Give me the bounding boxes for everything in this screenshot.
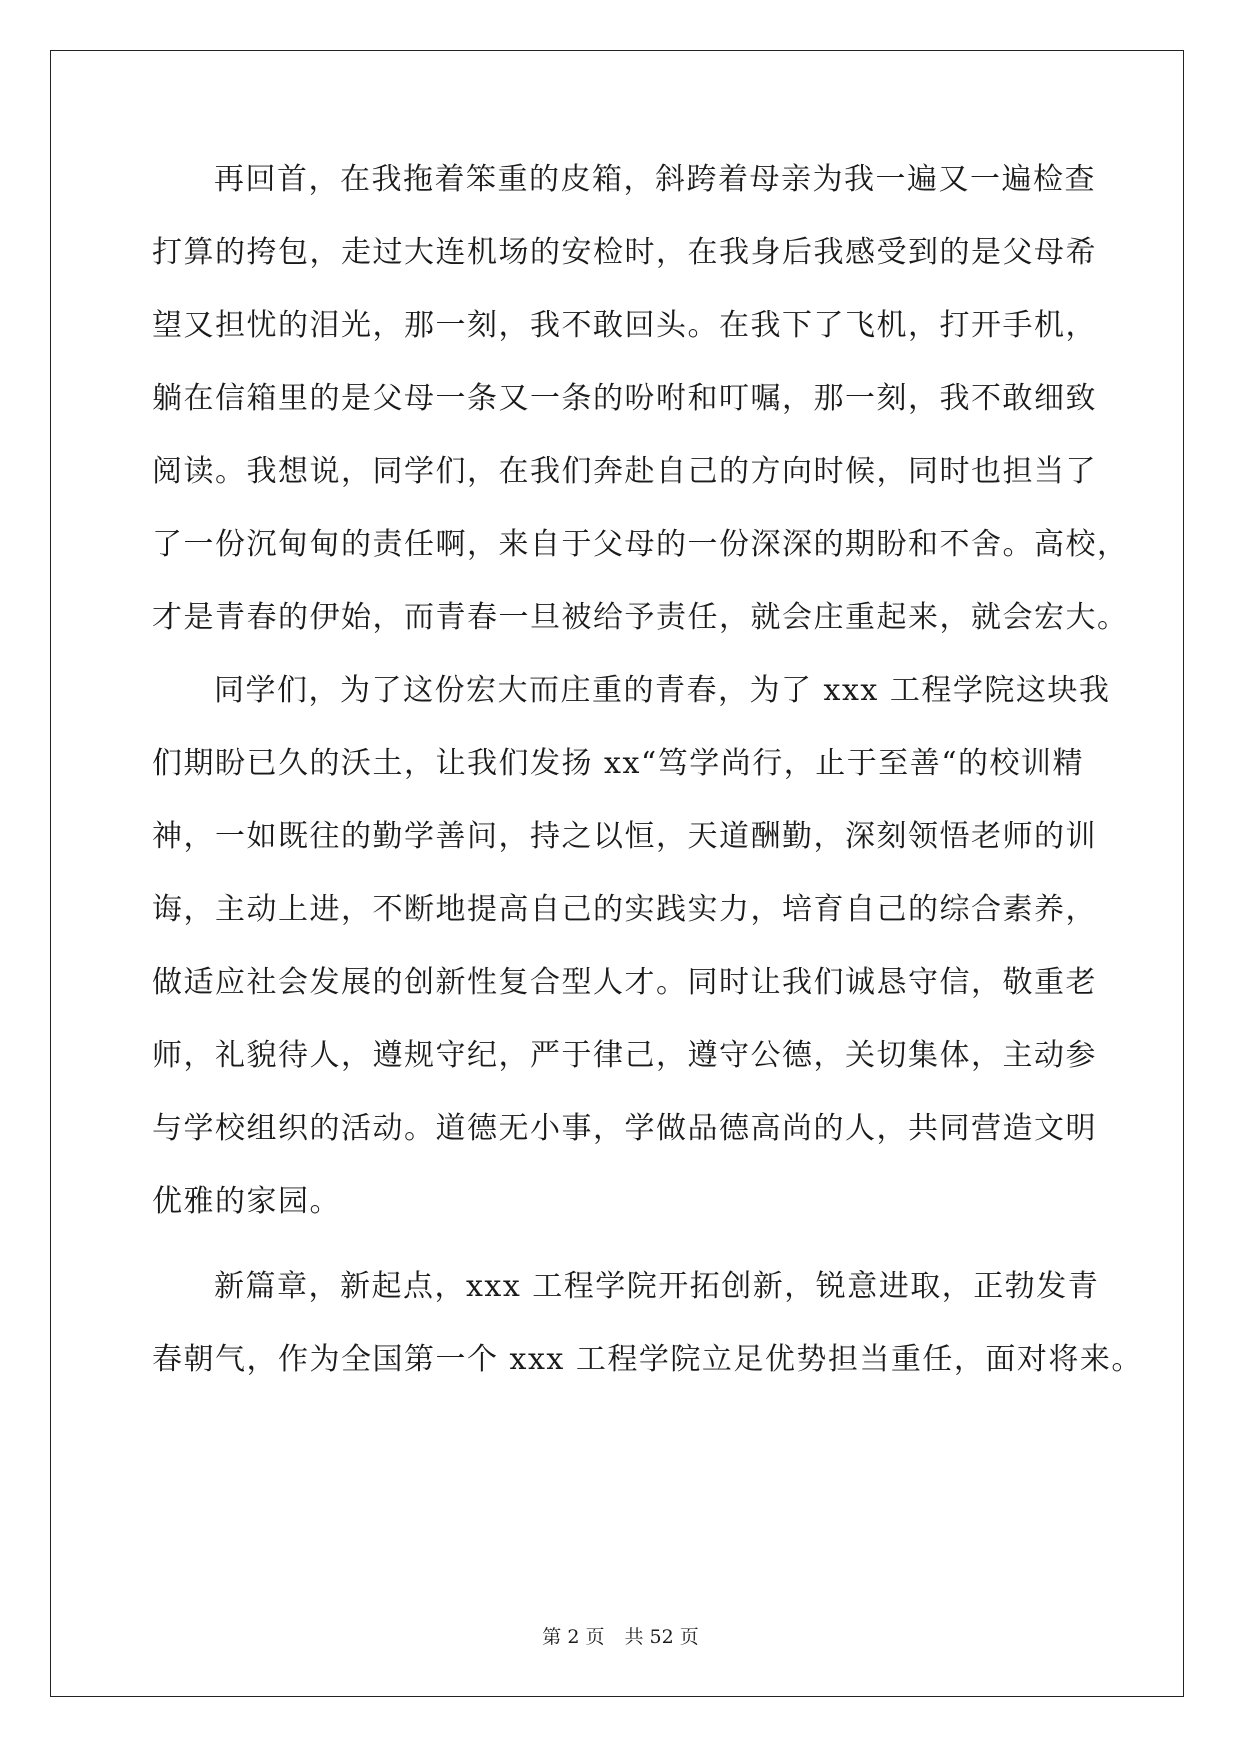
text-line: 们期盼已久的沃土，让我们发扬 xx“笃学尚行，止于至善“的校训精	[152, 746, 1085, 781]
text-line: 新篇章，新起点，xxx 工程学院开拓创新，锐意进取，正勃发青	[214, 1269, 1100, 1304]
page-footer	[0, 1622, 1241, 1649]
page-total: 共 52 页	[624, 1626, 699, 1648]
text-line: 同学们，为了这份宏大而庄重的青春，为了 xxx 工程学院这块我	[214, 673, 1111, 708]
text-line: 望又担忧的泪光，那一刻，我不敢回头。在我下了飞机，打开手机，	[152, 308, 1097, 343]
paragraph-3	[152, 1267, 1143, 1413]
text-line: 师，礼貌待人，遵规守纪，严于律己，遵守公德，关切集体，主动参	[152, 1038, 1097, 1073]
text-line: 阅读。我想说，同学们，在我们奔赴自己的方向时候，同时也担当了	[152, 454, 1097, 489]
text-line: 与学校组织的活动。道德无小事，学做品德高尚的人，共同营造文明	[152, 1111, 1097, 1146]
text-line: 神，一如既往的勤学善问，持之以恒，天道酬勤，深刻领悟老师的训	[152, 819, 1097, 854]
text-line: 了一份沉甸甸的责任啊，来自于父母的一份深深的期盼和不舍。高校，	[152, 527, 1129, 562]
text-line: 做适应社会发展的创新性复合型人才。同时让我们诚恳守信，敬重老	[152, 965, 1097, 1000]
text-line: 诲，主动上进，不断地提高自己的实践实力，培育自己的综合素养，	[152, 892, 1097, 927]
text-line: 春朝气，作为全国第一个 xxx 工程学院立足优势担当重任，面对将来。	[152, 1342, 1143, 1377]
paragraph-2	[152, 671, 1111, 1267]
document-body	[152, 160, 1143, 1413]
text-line: 躺在信箱里的是父母一条又一条的吩咐和叮嘱，那一刻，我不敢细致	[152, 381, 1097, 416]
text-line: 再回首，在我拖着笨重的皮箱，斜跨着母亲为我一遍又一遍检查	[214, 162, 1096, 197]
page-number: 第 2 页	[542, 1626, 605, 1648]
paragraph-1	[152, 160, 1129, 671]
text-line: 才是青春的伊始，而青春一旦被给予责任，就会庄重起来，就会宏大。	[152, 600, 1129, 635]
text-line: 打算的挎包，走过大连机场的安检时，在我身后我感受到的是父母希	[152, 235, 1097, 270]
text-line: 优雅的家园。	[152, 1184, 341, 1219]
